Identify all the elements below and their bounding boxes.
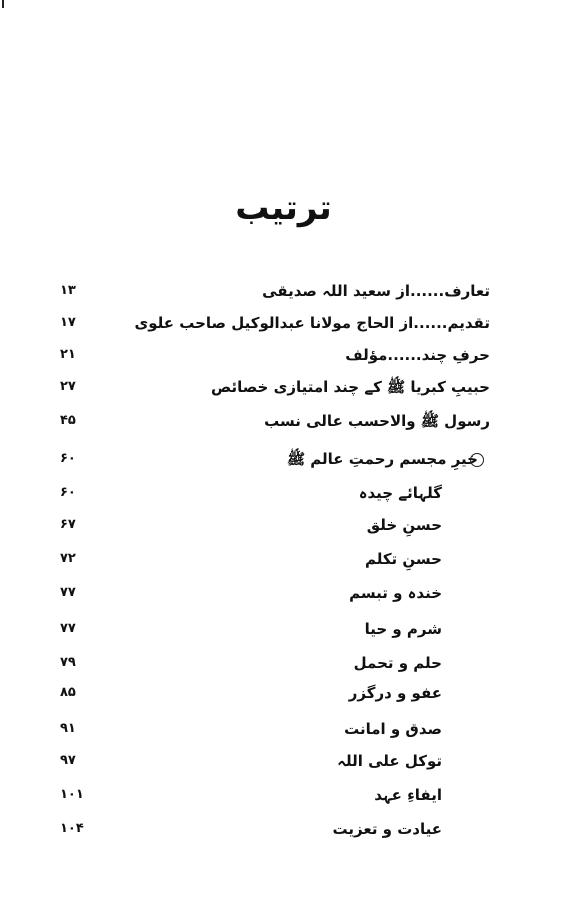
toc-entry-title: خیرِ مجسم رحمتِ عالم ﷺ (286, 450, 478, 468)
toc-row (60, 814, 490, 844)
toc-page-number: ۱۰۱ (60, 787, 84, 802)
toc-page-number: ۱۷ (60, 315, 76, 330)
toc-page-number: ۶۰ (60, 485, 76, 500)
toc-entry-title: عیادت و تعزیت (332, 820, 442, 838)
toc-page-number: ۶۰ (60, 451, 76, 466)
toc-entry-title: ایفاءِ عہد (374, 786, 442, 804)
toc-page-number: ۲۷ (60, 379, 76, 394)
toc-row (60, 340, 490, 370)
toc-row (60, 678, 490, 708)
toc-page-number: ۲۱ (60, 347, 76, 362)
toc-row (60, 780, 490, 810)
toc-page-number: ۷۹ (60, 655, 76, 670)
toc-entry-title: حرفِ چند......مؤلف (345, 346, 490, 364)
toc-row (60, 406, 490, 436)
toc-entry-title: تقدیم......از الحاج مولانا عبدالوکیل صاحب علوی (134, 314, 490, 332)
toc-row (60, 578, 490, 608)
toc-entry-title: حبیبِ کبریا ﷺ کے چند امتیازی خصائص (211, 378, 490, 396)
toc-entry-title: توکل علی اللہ (337, 752, 442, 770)
toc-page-number: ۶۷ (60, 517, 76, 532)
toc-entry-title: رسول ﷺ والاحسب عالی نسب (264, 412, 490, 430)
toc-row (60, 648, 490, 678)
toc-row (60, 614, 490, 644)
toc-page-number: ۷۷ (60, 621, 76, 636)
toc-row (60, 276, 490, 306)
toc-page-number: ۷۷ (60, 585, 76, 600)
toc-page-number: ۸۵ (60, 685, 76, 700)
toc-row (60, 372, 490, 402)
toc-page-number: ۹۷ (60, 753, 76, 768)
page-title: ترتیب (235, 188, 332, 228)
toc-row (60, 478, 490, 508)
toc-page-number: ۱۳ (60, 283, 76, 298)
toc-row (60, 444, 490, 474)
circle-bullet-icon (470, 453, 484, 467)
toc-page-number: ۴۵ (60, 413, 76, 428)
toc-entry-title: شرم و حیا (364, 620, 442, 638)
toc-entry-title: حسنِ خلق (366, 516, 442, 534)
toc-row (60, 510, 490, 540)
toc-page-number: ۱۰۴ (60, 821, 84, 836)
toc-entry-title: گلہائے چیدہ (358, 484, 442, 502)
toc-row (60, 308, 490, 338)
toc-entry-title: حسنِ تکلم (364, 550, 442, 568)
toc-entry-title: عفو و درگزر (348, 684, 442, 702)
toc-page-number: ۷۲ (60, 551, 76, 566)
toc-row (60, 714, 490, 744)
toc-entry-title: تعارف......از سعید اللہ صدیقی (262, 282, 490, 300)
toc-entry-title: خندہ و تبسم (349, 584, 442, 602)
toc-row (60, 544, 490, 574)
toc-page-number: ۹۱ (60, 721, 76, 736)
toc-entry-title: حلم و تحمل (353, 654, 442, 672)
toc-entry-title: صدق و امانت (344, 720, 442, 738)
toc-row (60, 746, 490, 776)
